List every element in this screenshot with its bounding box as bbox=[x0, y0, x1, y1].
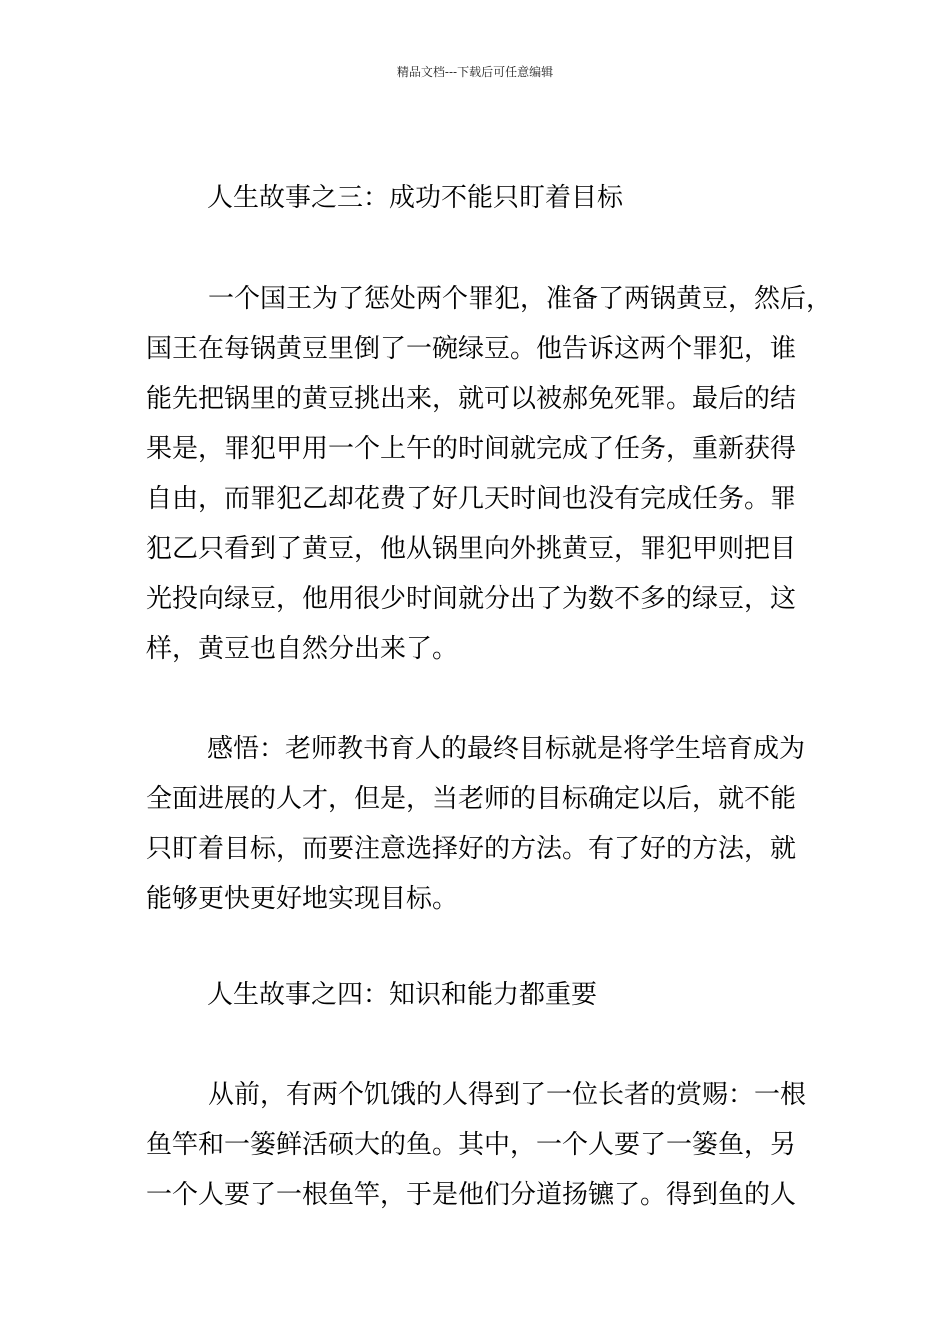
story-3-title: 人生故事之三：成功不能只盯着目标 bbox=[207, 183, 624, 213]
story-4-title: 人生故事之四：知识和能力都重要 bbox=[207, 980, 598, 1010]
insight-line: 全面进展的人才，但是，当老师的目标确定以后，就不能 bbox=[146, 784, 797, 814]
paragraph-line: 一个人要了一根鱼竿，于是他们分道扬镳了。得到鱼的人 bbox=[146, 1180, 797, 1210]
paragraph-line: 自由，而罪犯乙却花费了好几天时间也没有完成任务。罪 bbox=[146, 484, 797, 514]
paragraph-line: 从前，有两个饥饿的人得到了一位长者的赏赐：一根 bbox=[208, 1080, 807, 1110]
paragraph-line: 样，黄豆也自然分出来了。 bbox=[146, 634, 459, 664]
insight-line: 感悟：老师教书育人的最终目标就是将学生培育成为 bbox=[207, 734, 806, 764]
paragraph-line: 国王在每锅黄豆里倒了一碗绿豆。他告诉这两个罪犯，谁 bbox=[146, 334, 797, 364]
paragraph-line: 一个国王为了惩处两个罪犯，准备了两锅黄豆，然后， bbox=[208, 284, 833, 314]
paragraph-line: 犯乙只看到了黄豆，他从锅里向外挑黄豆，罪犯甲则把目 bbox=[146, 534, 797, 564]
insight-line: 能够更快更好地实现目标。 bbox=[146, 884, 459, 914]
paragraph-line: 果是，罪犯甲用一个上午的时间就完成了任务，重新获得 bbox=[146, 434, 797, 464]
insight-line: 只盯着目标，而要注意选择好的方法。有了好的方法，就 bbox=[146, 834, 797, 864]
page-header: 精品文档---下载后可任意编辑 bbox=[396, 65, 554, 79]
paragraph-line: 能先把锅里的黄豆挑出来，就可以被郝免死罪。最后的结 bbox=[146, 384, 797, 414]
paragraph-line: 鱼竿和一篓鲜活硕大的鱼。其中，一个人要了一篓鱼，另 bbox=[146, 1130, 797, 1160]
paragraph-line: 光投向绿豆，他用很少时间就分出了为数不多的绿豆，这 bbox=[146, 584, 797, 614]
